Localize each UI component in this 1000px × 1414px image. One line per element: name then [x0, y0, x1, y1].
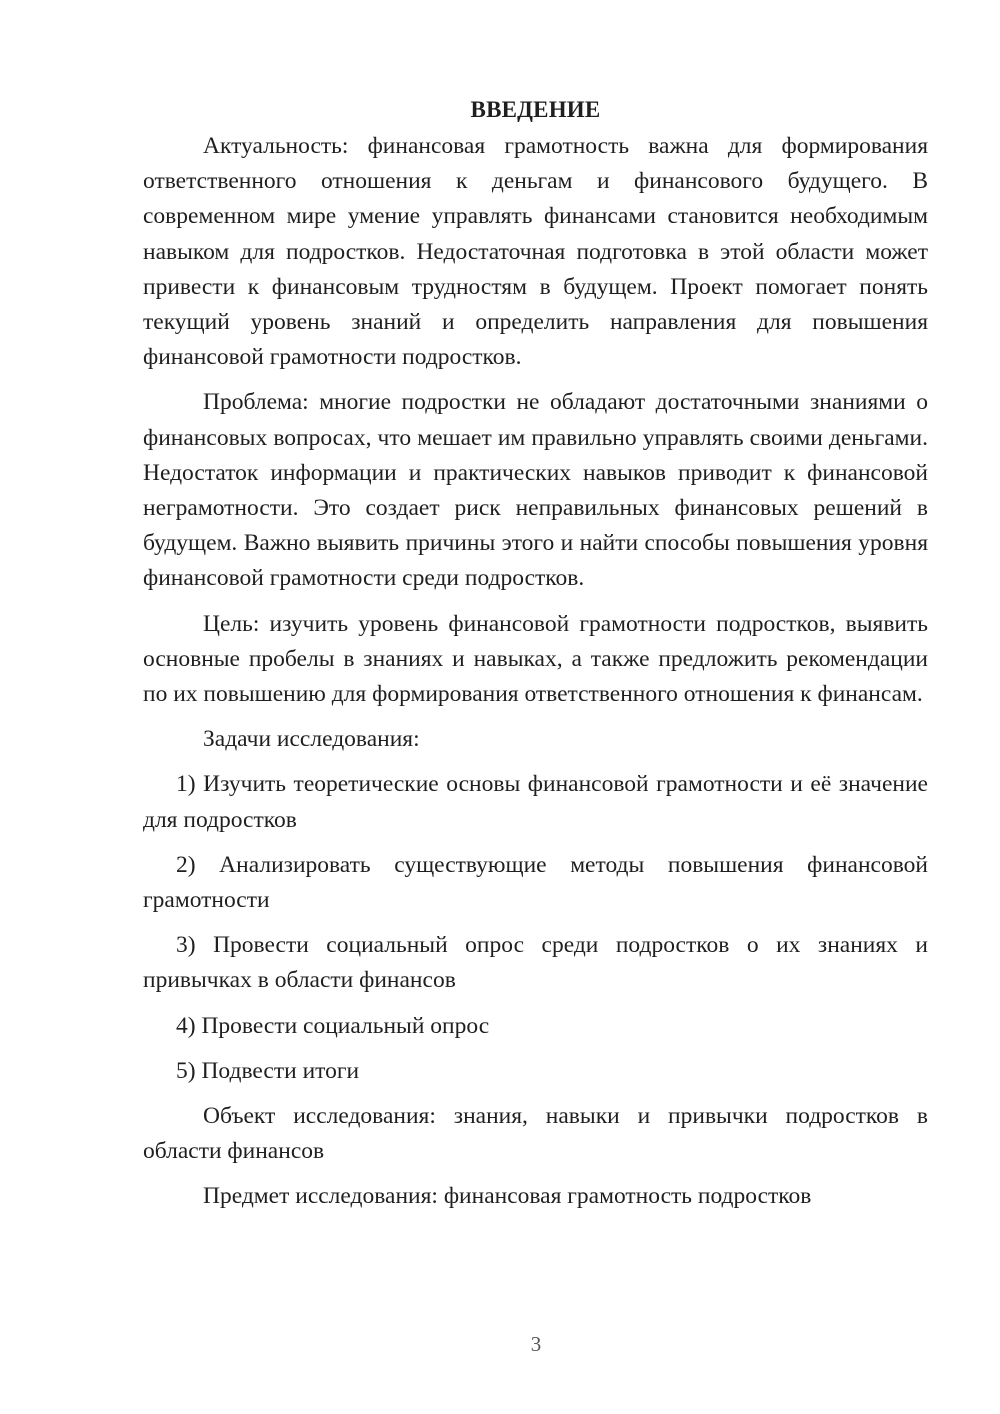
object-paragraph: Объект исследования: знания, навыки и привычки подростков в области финансов: [143, 1103, 928, 1165]
task-item-4: 4) Провести социальный опрос: [176, 1012, 490, 1039]
relevance-paragraph: Актуальность: финансовая грамотность важна для формирования ответственного отношения к деньгам и финансового будущего. В современном мире умение управлять финансами становится необходимым навыком для подростков. Недостаточная подготовка в этой области может привести к финансовым трудностям в будущем. Проект помогает понять текущий уровень знаний и определить направления для повышения финансовой грамотности подростков.: [143, 133, 928, 371]
goal-paragraph: Цель: изучить уровень финансовой грамотности подростков, выявить основные пробелы в знаниях и навыках, а также предложить рекомендации по их повышению для формирования ответственного отношения к финансам.: [143, 610, 928, 708]
task-list: [143, 767, 928, 1089]
subject-paragraph: Предмет исследования: финансовая грамотность подростков: [203, 1183, 812, 1210]
problem-paragraph: Проблема: многие подростки не обладают достаточными знаниями о финансовых вопросах, что мешает им правильно управлять своими деньгами. Недостаток информации и практических навыков приводит к финансовой неграмотности. Это создает риск неправильных финансовых решений в будущем. Важно выявить причины этого и найти способы повышения уровня финансовой грамотности среди подростков.: [143, 389, 928, 592]
page-number: 3: [530, 1332, 542, 1356]
task-item-5: 5) Подвести итоги: [176, 1057, 360, 1084]
task-item-3: 3) Провести социальный опрос среди подростков о их знаниях и привычках в области финансов: [143, 932, 928, 994]
task-item-2: 2) Анализировать существующие методы повышения финансовой грамотности: [143, 851, 928, 914]
page-content: [143, 92, 928, 1225]
section-heading: ВВЕДЕНИЕ: [470, 97, 601, 122]
task-item-1: 1) Изучить теоретические основы финансовой грамотности и её значение для подростков: [143, 771, 928, 833]
tasks-title: Задачи исследования:: [203, 726, 420, 753]
